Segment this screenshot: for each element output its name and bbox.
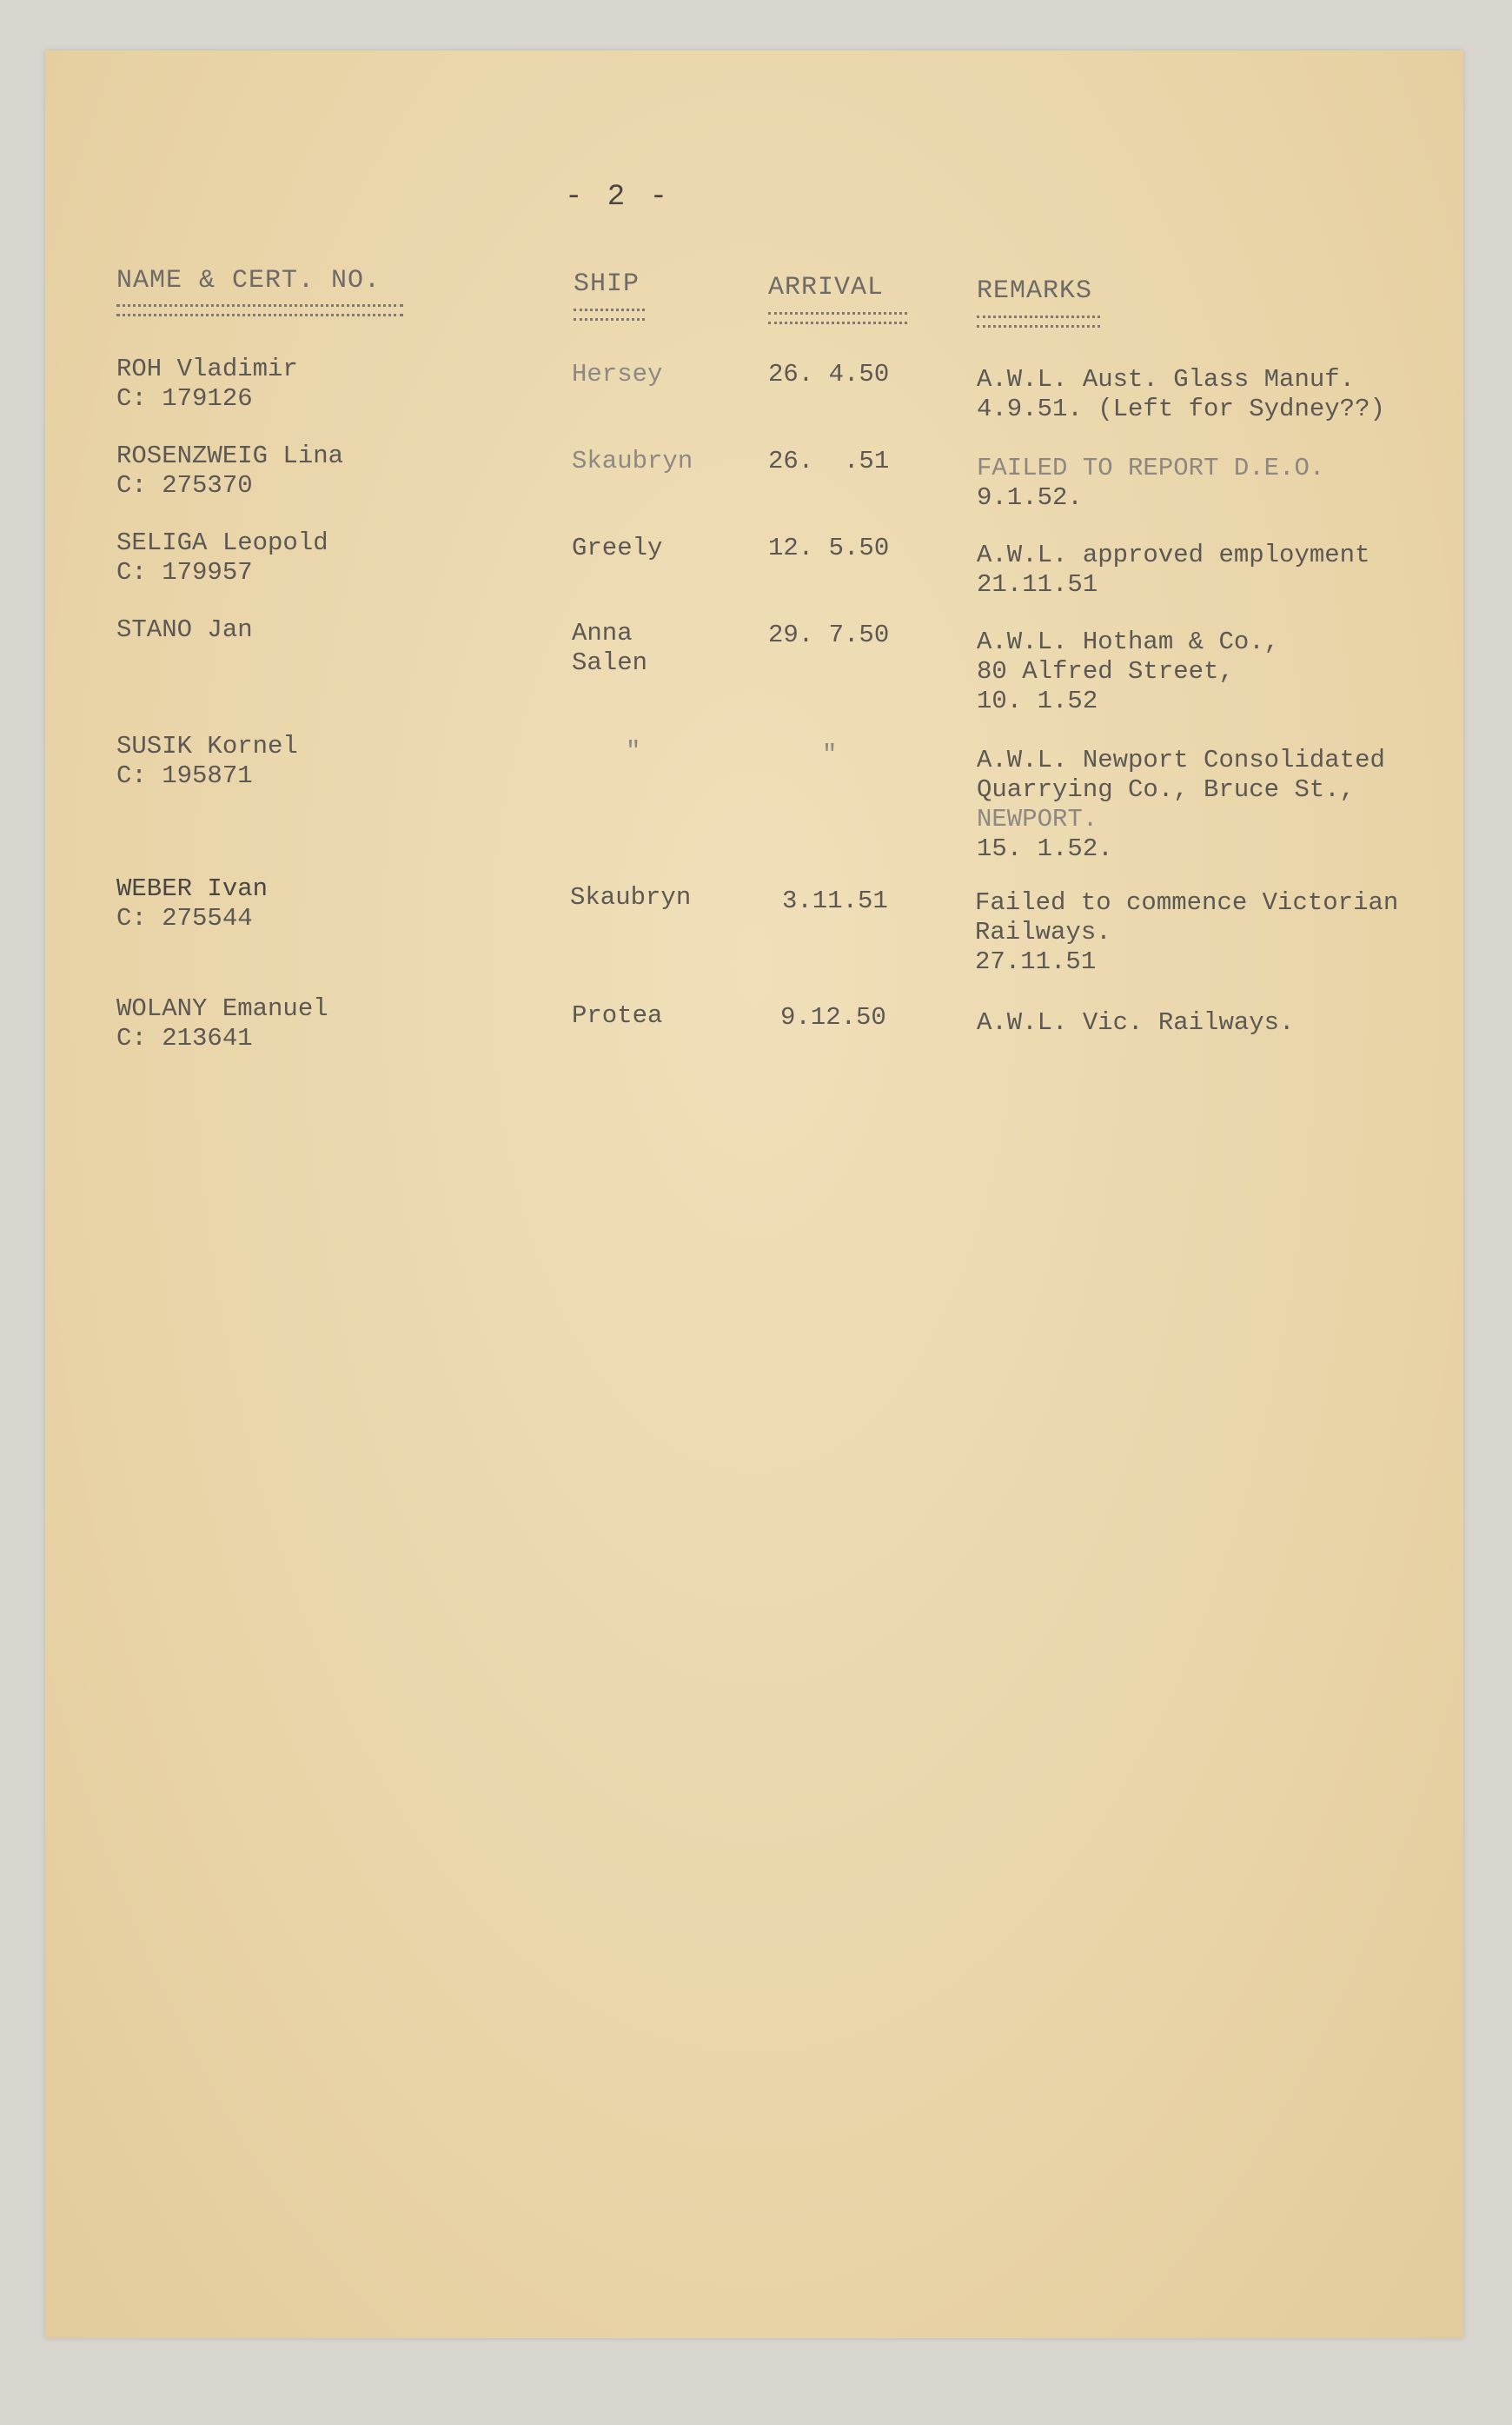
row-cert: C: 275370 xyxy=(116,471,253,500)
header-name-cert: NAME & CERT. NO. xyxy=(116,266,381,296)
row-ship: Anna xyxy=(572,619,633,648)
row-ship: " xyxy=(626,737,641,766)
row-remarks-line2: 80 Alfred Street, xyxy=(977,657,1234,686)
row-remarks-line1: A.W.L. Aust. Glass Manuf. xyxy=(977,365,1356,394)
row-ship: Skaubryn xyxy=(572,447,693,475)
header-remarks: REMARKS xyxy=(977,276,1093,306)
page-number: - 2 - xyxy=(565,181,672,214)
row-arrival: 29. 7.50 xyxy=(768,621,890,649)
row-remarks-line3: 27.11.51 xyxy=(975,947,1097,976)
row-remarks-line1: A.W.L. Hotham & Co., xyxy=(977,628,1280,656)
header-ship-underline xyxy=(574,309,645,321)
row-remarks-line1: Failed to commence Victorian xyxy=(975,888,1399,917)
row-remarks-line2: 9.1.52. xyxy=(977,483,1083,512)
row-arrival: 12. 5.50 xyxy=(768,534,890,562)
row-arrival: 26. .51 xyxy=(768,447,890,475)
row-ship: Hersey xyxy=(572,360,663,389)
row-ship: Skaubryn xyxy=(570,883,692,912)
header-arrival-underline xyxy=(768,312,907,324)
row-remarks-line3: NEWPORT. xyxy=(977,805,1098,834)
row-cert: C: 213641 xyxy=(116,1024,253,1053)
row-name: ROSENZWEIG Lina xyxy=(116,442,344,470)
row-ship: Greely xyxy=(572,534,663,562)
row-arrival: " xyxy=(822,741,838,769)
header-remarks-underline xyxy=(977,316,1100,328)
row-arrival: 3.11.51 xyxy=(782,887,888,915)
row-remarks-line1: FAILED TO REPORT D.E.O. xyxy=(977,454,1325,482)
row-cert: C: 179126 xyxy=(116,384,253,413)
row-remarks-line2: Quarrying Co., Bruce St., xyxy=(977,775,1356,804)
row-remarks-line1: A.W.L. Newport Consolidated xyxy=(977,746,1385,774)
row-name: STANO Jan xyxy=(116,615,253,644)
row-remarks-line2: 4.9.51. (Left for Sydney??) xyxy=(977,395,1385,423)
row-name: WOLANY Emanuel xyxy=(116,994,328,1023)
row-remarks-line1: A.W.L. Vic. Railways. xyxy=(977,1008,1295,1037)
header-ship: SHIP xyxy=(574,269,640,299)
row-ship-line2: Salen xyxy=(572,648,648,677)
row-name: SUSIK Kornel xyxy=(116,732,298,761)
header-arrival: ARRIVAL xyxy=(768,273,885,302)
row-cert: C: 179957 xyxy=(116,558,253,587)
row-arrival: 26. 4.50 xyxy=(768,360,890,389)
row-arrival: 9.12.50 xyxy=(780,1003,886,1032)
row-remarks-line2: 21.11.51 xyxy=(977,570,1098,599)
row-name: SELIGA Leopold xyxy=(116,528,328,557)
row-name: WEBER Ivan xyxy=(116,874,269,903)
row-remarks-line1: A.W.L. approved employment xyxy=(977,541,1370,569)
row-remarks-line4: 15. 1.52. xyxy=(977,834,1113,863)
row-remarks-line2: Railways. xyxy=(975,918,1111,947)
header-name-underline xyxy=(116,304,403,316)
row-cert: C: 195871 xyxy=(116,761,253,790)
row-ship: Protea xyxy=(572,1001,663,1030)
row-name: ROH Vladimir xyxy=(116,355,298,383)
row-remarks-line3: 10. 1.52 xyxy=(977,687,1098,715)
row-cert: C: 275544 xyxy=(116,904,253,933)
